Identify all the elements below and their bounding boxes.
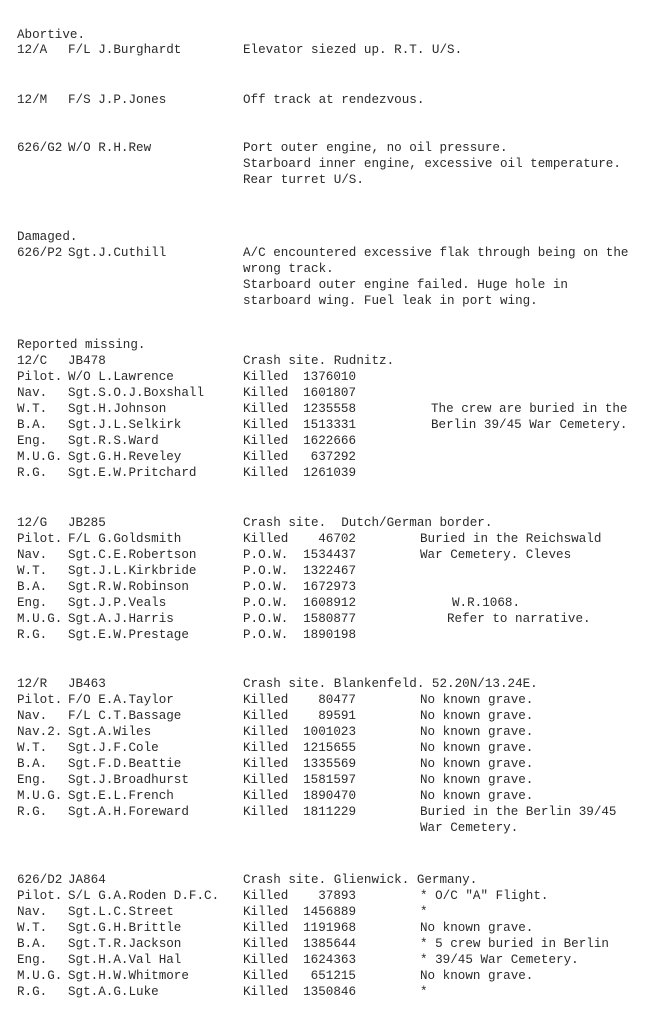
crew-note: Buried in the Reichswald (420, 532, 602, 546)
service-number: 1601807 (303, 386, 356, 400)
service-number: 1456889 (303, 905, 356, 919)
crew-role: Pilot. (17, 370, 63, 384)
crew-note: Berlin 39/45 War Cemetery. (431, 418, 628, 432)
remark-text: Rear turret U/S. (243, 173, 364, 187)
aircraft-serial: JB478 (68, 354, 106, 368)
pilot-name: F/L J.Burghardt (68, 43, 182, 57)
crew-name: Sgt.J.L.Selkirk (68, 418, 182, 432)
crew-status: Killed (243, 953, 289, 967)
service-number: 1622666 (303, 434, 356, 448)
crew-role: Eng. (17, 773, 48, 787)
crew-role: Eng. (17, 953, 48, 967)
crew-note: Buried in the Berlin 39/45 (420, 805, 617, 819)
crew-role: R.G. (17, 985, 48, 999)
crew-status: Killed (243, 789, 289, 803)
crew-status: Killed (243, 466, 289, 480)
crew-name: Sgt.A.H.Foreward (68, 805, 189, 819)
service-number: 1235558 (303, 402, 356, 416)
crew-status: Killed (243, 450, 289, 464)
crew-name: F/L C.T.Bassage (68, 709, 182, 723)
crew-role: M.U.G. (17, 789, 63, 803)
crew-status: Killed (243, 889, 289, 903)
crew-note: W.R.1068. (452, 596, 521, 610)
crew-status: Killed (243, 693, 289, 707)
crew-note: No known grave. (420, 693, 534, 707)
service-number: 1513331 (303, 418, 356, 432)
crew-status: Killed (243, 402, 289, 416)
crew-name: Sgt.G.H.Brittle (68, 921, 182, 935)
service-number: 1624363 (303, 953, 356, 967)
crash-site: Crash site. Rudnitz. (243, 354, 395, 368)
crew-name: Sgt.J.F.Cole (68, 741, 159, 755)
crew-role: M.U.G. (17, 969, 63, 983)
crew-status: Killed (243, 757, 289, 771)
crew-name: Sgt.G.H.Reveley (68, 450, 182, 464)
aircraft-serial: JB463 (68, 677, 106, 691)
remark-text: Off track at rendezvous. (243, 93, 425, 107)
service-number: 1335569 (303, 757, 356, 771)
aircraft-id: 12/M (17, 93, 48, 107)
crew-name: Sgt.E.W.Pritchard (68, 466, 197, 480)
aircraft-id: 626/G2 (17, 141, 63, 155)
service-number: 46702 (318, 532, 356, 546)
pilot-name: Sgt.J.Cuthill (68, 246, 167, 260)
crash-site: Crash site. Blankenfeld. 52.20N/13.24E. (243, 677, 538, 691)
crew-role: R.G. (17, 466, 48, 480)
crew-status: Killed (243, 905, 289, 919)
crew-role: B.A. (17, 757, 48, 771)
crew-note: No known grave. (420, 757, 534, 771)
remark-text: Starboard inner engine, excessive oil temperature. (243, 157, 621, 171)
service-number: 1191968 (303, 921, 356, 935)
crew-note: * (420, 985, 428, 999)
crew-status: Killed (243, 937, 289, 951)
service-number: 1672973 (303, 580, 356, 594)
crew-status: Killed (243, 805, 289, 819)
crew-note: * 39/45 War Cemetery. (420, 953, 579, 967)
crew-role: Nav.2. (17, 725, 63, 739)
crew-note: * O/C "A" Flight. (420, 889, 549, 903)
remark-text: Elevator siezed up. R.T. U/S. (243, 43, 463, 57)
crew-status: P.O.W. (243, 596, 289, 610)
crew-name: Sgt.A.J.Harris (68, 612, 174, 626)
crew-name: Sgt.R.W.Robinson (68, 580, 189, 594)
crew-name: Sgt.E.L.French (68, 789, 174, 803)
crew-role: Eng. (17, 434, 48, 448)
service-number: 1350846 (303, 985, 356, 999)
crew-status: Killed (243, 969, 289, 983)
crew-role: W.T. (17, 741, 48, 755)
crew-note: No known grave. (420, 741, 534, 755)
crash-site: Crash site. Glienwick. Germany. (243, 873, 478, 887)
crew-role: R.G. (17, 628, 48, 642)
crew-name: Sgt.S.O.J.Boxshall (68, 386, 205, 400)
service-number: 1322467 (303, 564, 356, 578)
crew-role: Nav. (17, 386, 48, 400)
crew-name: Sgt.A.G.Luke (68, 985, 159, 999)
crew-role: Eng. (17, 596, 48, 610)
pilot-name: F/S J.P.Jones (68, 93, 167, 107)
service-number: 1534437 (303, 548, 356, 562)
crew-role: B.A. (17, 937, 48, 951)
crew-role: Nav. (17, 709, 48, 723)
service-number: 1580877 (303, 612, 356, 626)
crew-name: Sgt.H.A.Val Hal (68, 953, 182, 967)
aircraft-serial: JB285 (68, 516, 106, 530)
crew-status: Killed (243, 921, 289, 935)
crew-name: Sgt.H.Johnson (68, 402, 167, 416)
aircraft-serial: JA864 (68, 873, 106, 887)
crew-status: Killed (243, 985, 289, 999)
service-number: 89591 (318, 709, 356, 723)
remark-text: Port outer engine, no oil pressure. (243, 141, 508, 155)
crew-status: P.O.W. (243, 548, 289, 562)
service-number: 1261039 (303, 466, 356, 480)
crew-role: Nav. (17, 548, 48, 562)
crew-name: Sgt.H.W.Whitmore (68, 969, 189, 983)
crew-status: P.O.W. (243, 580, 289, 594)
crew-role: B.A. (17, 580, 48, 594)
service-number: 1001023 (303, 725, 356, 739)
crew-role: W.T. (17, 921, 48, 935)
service-number: 1215655 (303, 741, 356, 755)
aircraft-id: 12/A (17, 43, 48, 57)
aircraft-id: 626/D2 (17, 873, 63, 887)
crew-note: No known grave. (420, 725, 534, 739)
crew-note: No known grave. (420, 709, 534, 723)
crew-status: Killed (243, 741, 289, 755)
crew-name: Sgt.J.P.Veals (68, 596, 167, 610)
crew-status: Killed (243, 434, 289, 448)
crew-role: M.U.G. (17, 450, 63, 464)
crew-name: Sgt.F.D.Beattie (68, 757, 182, 771)
service-number: 80477 (318, 693, 356, 707)
crew-note: No known grave. (420, 969, 534, 983)
remark-text: Starboard outer engine failed. Huge hole in (243, 278, 568, 292)
crew-name: Sgt.A.Wiles (68, 725, 152, 739)
service-number: 1811229 (303, 805, 356, 819)
crew-note: War Cemetery. (420, 821, 519, 835)
crew-note: No known grave. (420, 773, 534, 787)
service-number: 1376010 (303, 370, 356, 384)
crew-name: F/O E.A.Taylor (68, 693, 174, 707)
crew-name: Sgt.E.W.Prestage (68, 628, 189, 642)
crew-name: F/L G.Goldsmith (68, 532, 182, 546)
service-number: 651215 (310, 969, 356, 983)
crew-note: * (420, 905, 428, 919)
crew-name: Sgt.L.C.Street (68, 905, 174, 919)
crew-role: M.U.G. (17, 612, 63, 626)
crew-name: Sgt.T.R.Jackson (68, 937, 182, 951)
service-number: 37893 (318, 889, 356, 903)
crew-status: P.O.W. (243, 612, 289, 626)
crew-name: Sgt.C.E.Robertson (68, 548, 197, 562)
aircraft-id: 626/P2 (17, 246, 63, 260)
crew-role: W.T. (17, 402, 48, 416)
crew-note: War Cemetery. Cleves (420, 548, 572, 562)
crew-role: W.T. (17, 564, 48, 578)
service-number: 1608912 (303, 596, 356, 610)
crew-status: Killed (243, 709, 289, 723)
remark-text: starboard wing. Fuel leak in port wing. (243, 294, 538, 308)
service-number: 1890470 (303, 789, 356, 803)
crew-role: R.G. (17, 805, 48, 819)
crew-status: Killed (243, 532, 289, 546)
service-number: 1581597 (303, 773, 356, 787)
crew-name: Sgt.J.L.Kirkbride (68, 564, 197, 578)
crew-name: S/L G.A.Roden D.F.C. (68, 889, 220, 903)
pilot-name: W/O R.H.Rew (68, 141, 152, 155)
aircraft-id: 12/C (17, 354, 48, 368)
section-title: Reported missing. (17, 338, 146, 352)
remark-text: A/C encountered excessive flak through being on the (243, 246, 629, 260)
crew-status: Killed (243, 418, 289, 432)
crew-note: The crew are buried in the (431, 402, 628, 416)
crew-role: Nav. (17, 905, 48, 919)
crew-name: Sgt.R.S.Ward (68, 434, 159, 448)
crew-role: Pilot. (17, 889, 63, 903)
crew-name: W/O L.Lawrence (68, 370, 174, 384)
crew-status: Killed (243, 773, 289, 787)
crew-name: Sgt.J.Broadhurst (68, 773, 189, 787)
crew-role: Pilot. (17, 532, 63, 546)
service-number: 1890198 (303, 628, 356, 642)
section-title: Damaged. (17, 230, 78, 244)
crew-status: P.O.W. (243, 628, 289, 642)
crew-status: Killed (243, 370, 289, 384)
service-number: 1385644 (303, 937, 356, 951)
crew-role: Pilot. (17, 693, 63, 707)
crew-role: B.A. (17, 418, 48, 432)
aircraft-id: 12/G (17, 516, 48, 530)
service-number: 637292 (310, 450, 356, 464)
remark-text: wrong track. (243, 262, 334, 276)
crew-note: Refer to narrative. (447, 612, 591, 626)
section-title: Abortive. (17, 28, 86, 42)
crew-note: * 5 crew buried in Berlin (420, 937, 609, 951)
crew-status: Killed (243, 386, 289, 400)
crew-status: Killed (243, 725, 289, 739)
aircraft-id: 12/R (17, 677, 48, 691)
crash-site: Crash site. Dutch/German border. (243, 516, 493, 530)
crew-note: No known grave. (420, 789, 534, 803)
crew-note: No known grave. (420, 921, 534, 935)
crew-status: P.O.W. (243, 564, 289, 578)
